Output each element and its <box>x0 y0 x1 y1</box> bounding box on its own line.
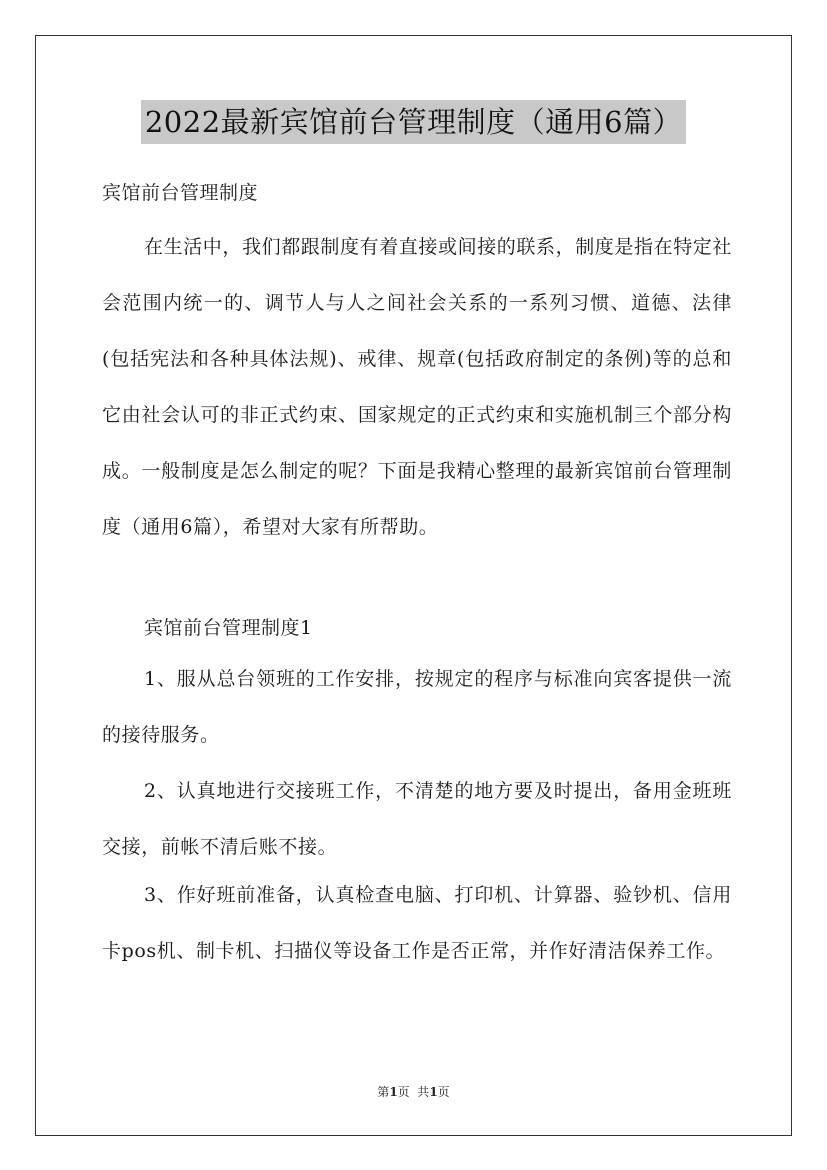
intro-text: 在生活中，我们都跟制度有着直接或间接的联系，制度是指在特定社会范围内统一的、调节人与人之间社会关系的一系列习惯、道德、法律(包括宪法和各种具体法规)、戒律、规章(包括政府制定的条例)等的总和它由社会认可的非正式约束、国家规定的正式约束和实施机制三个部分构成。一般制度是怎么制定的呢？下面是我精心整理的最新宾馆前台管理制度（通用6篇），希望对大家有所帮助。 <box>102 236 733 538</box>
list-item <box>102 867 732 979</box>
intro-paragraph <box>102 219 732 555</box>
section-heading: 宾馆前台管理制度1 <box>144 617 313 639</box>
list-item <box>102 651 732 763</box>
list-item-text: 3、作好班前准备，认真检查电脑、打印机、计算器、验钞机、信用卡pos机、制卡机、扫描仪等设备工作是否正常，并作好清洁保养工作。 <box>102 884 732 962</box>
list-item-text: 2、认真地进行交接班工作，不清楚的地方要及时提出，备用金班班交接，前帐不清后账不接。 <box>102 780 732 858</box>
document-title: 2022最新宾馆前台管理制度（通用6篇） <box>141 100 686 144</box>
list-item <box>102 763 732 875</box>
footer-mid: 页 共 <box>397 1085 430 1099</box>
footer-suffix: 页 <box>437 1085 450 1099</box>
footer-prefix: 第 <box>377 1085 390 1099</box>
page-current: 1 <box>389 1085 398 1099</box>
page-total: 1 <box>429 1085 438 1099</box>
list-item-text: 1、服从总台领班的工作安排，按规定的程序与标准向宾客提供一流的接待服务。 <box>102 668 732 746</box>
title-container <box>0 100 827 144</box>
page-footer <box>0 1083 827 1101</box>
document-heading: 宾馆前台管理制度 <box>102 182 259 204</box>
